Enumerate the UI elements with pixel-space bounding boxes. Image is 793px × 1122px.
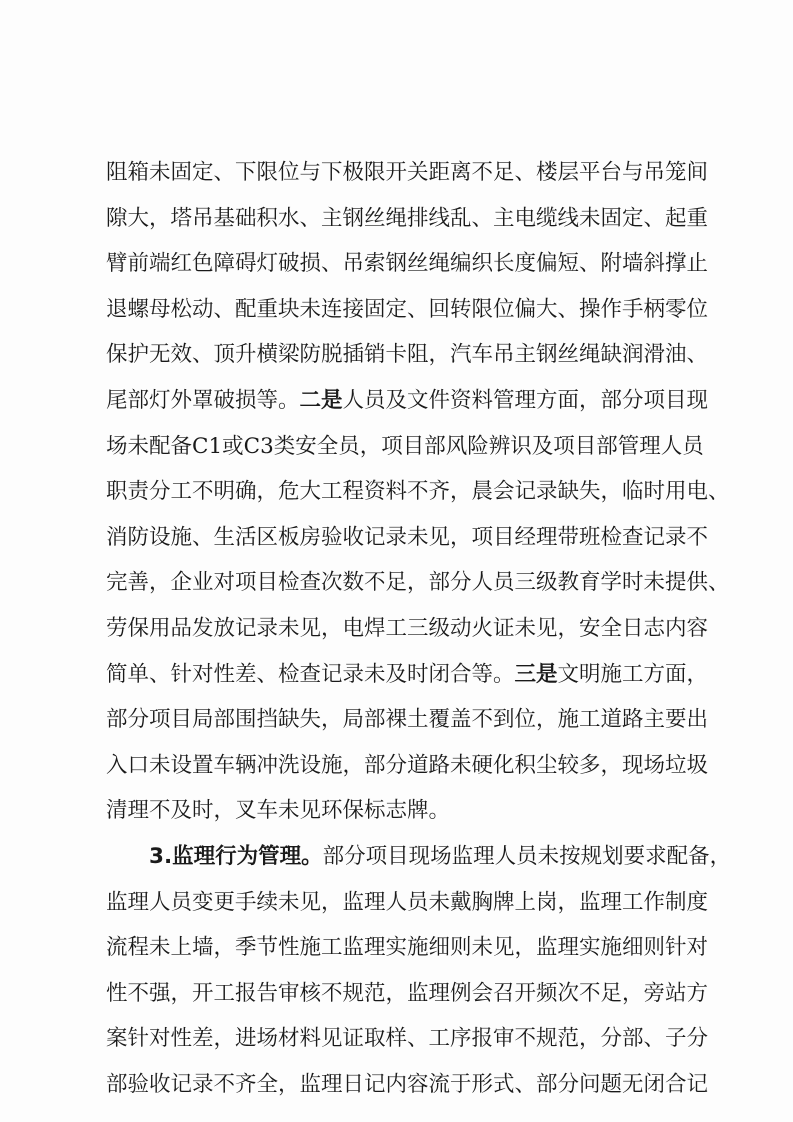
- text-line: 保护无效、顶升横梁防脱插销卡阻，汽车吊主钢丝绳缺润滑油、: [106, 342, 709, 368]
- text-line: 流程未上墙，季节性施工监理实施细则未见，监理实施细则针对: [106, 935, 709, 961]
- text-line: 案针对性差，进场材料见证取样、工序报审不规范，分部、子分: [106, 1026, 709, 1052]
- text-line: 完善，企业对项目检查次数不足，部分人员三级教育学时未提供、: [106, 570, 730, 596]
- emphasis-text: 二是: [299, 387, 343, 413]
- emphasis-text: 三是: [514, 661, 558, 687]
- section-title: 3.监理行为管理。: [149, 843, 323, 869]
- text-line: [106, 834, 732, 880]
- text-line: 阻箱未固定、下限位与下极限开关距离不足、楼层平台与吊笼间: [106, 160, 709, 185]
- text-line: 劳保用品发放记录未见，电焊工三级动火证未见，安全日志内容: [106, 615, 709, 641]
- text-line: 隙大，塔吊基础积水、主钢丝绳排线乱、主电缆线未固定、起重: [106, 205, 709, 231]
- text-line: [106, 652, 709, 698]
- text-line: 退螺母松动、配重块未连接固定、回转限位偏大、操作手柄零位: [106, 296, 709, 322]
- text-line: 臂前端红色障碍灯破损、吊索钢丝绳编织长度偏短、附墙斜撑止: [106, 251, 709, 277]
- text-segment: 简单、针对性差、检查记录未及时闭合等。: [106, 661, 515, 687]
- text-line: 职责分工不明确，危大工程资料不齐，晨会记录缺失，临时用电、: [106, 479, 730, 505]
- text-line: 清理不及时，叉车未见环保标志牌。: [106, 798, 451, 824]
- text-segment: 文明施工方面，: [557, 661, 709, 687]
- text-segment: 人员及文件资料管理方面，部分项目现: [342, 387, 709, 413]
- text-segment: 尾部灯外罩破损等。: [106, 387, 300, 413]
- text-line: 入口未设置车辆冲洗设施，部分道路未硬化积尘较多，现场垃圾: [106, 752, 709, 778]
- text-segment: 部分项目现场监理人员未按规划要求配备，: [322, 843, 732, 869]
- text-line: 消防设施、生活区板房验收记录未见，项目经理带班检查记录不: [106, 524, 709, 550]
- text-line: 监理人员变更手续未见，监理人员未戴胸牌上岗，监理工作制度: [106, 889, 709, 915]
- text-line: 部分项目局部围挡缺失，局部裸土覆盖不到位，施工道路主要出: [106, 707, 709, 733]
- text-line: 部验收记录不齐全，监理日记内容流于形式、部分问题无闭合记: [106, 1071, 709, 1097]
- document-body: [106, 150, 732, 1107]
- text-line: [106, 378, 709, 424]
- text-line: 场未配备C1或C3类安全员，项目部风险辨识及项目部管理人员: [106, 433, 704, 459]
- text-line: 性不强，开工报告审核不规范，监理例会召开频次不足，旁站方: [106, 980, 709, 1006]
